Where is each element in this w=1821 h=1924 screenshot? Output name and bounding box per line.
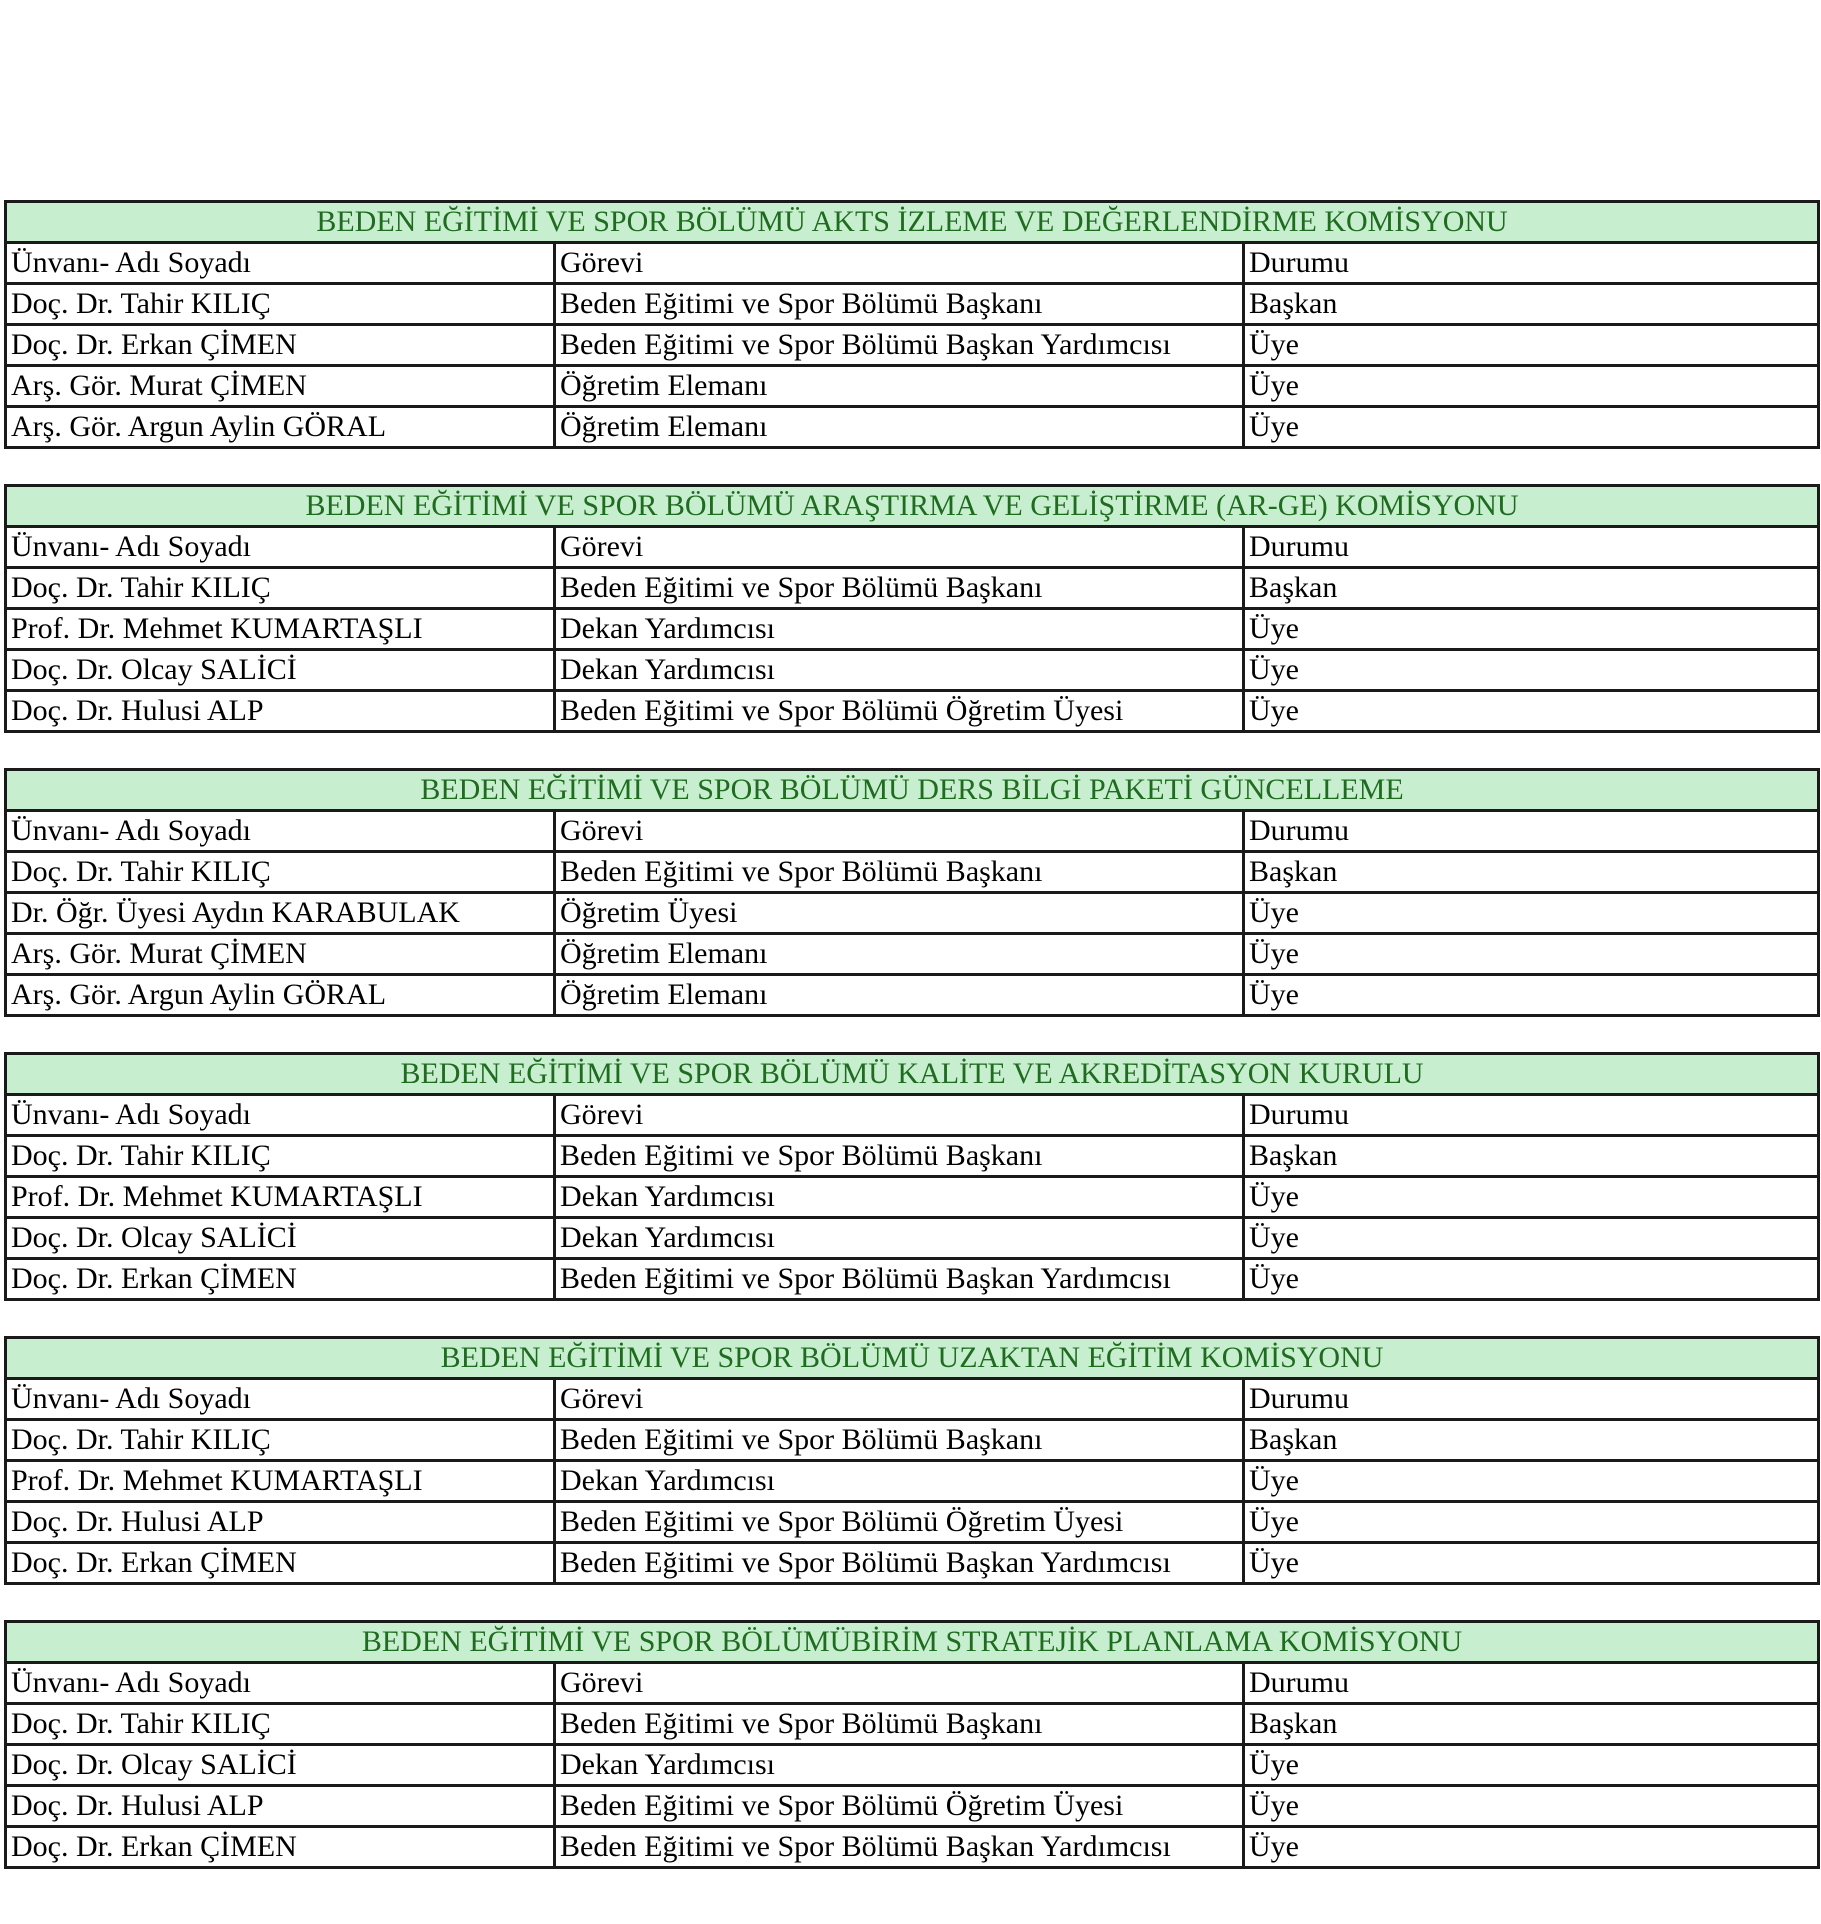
table-row [6, 1136, 1819, 1177]
committee-title-row [6, 486, 1819, 527]
member-name: Doç. Dr. Olcay SALİCİ [6, 650, 555, 691]
member-status: Üye [1244, 1543, 1819, 1584]
member-name: Prof. Dr. Mehmet KUMARTAŞLI [6, 609, 555, 650]
header-name: Ünvanı- Adı Soyadı [6, 1663, 555, 1704]
member-name: Doç. Dr. Tahir KILIÇ [6, 568, 555, 609]
table-row [6, 568, 1819, 609]
member-status: Üye [1244, 609, 1819, 650]
member-name: Prof. Dr. Mehmet KUMARTAŞLI [6, 1461, 555, 1502]
committee-table [4, 1620, 1820, 1869]
member-role: Beden Eğitimi ve Spor Bölümü Başkan Yardımcısı [555, 1827, 1244, 1868]
committee-title: BEDEN EĞİTİMİ VE SPOR BÖLÜMÜ DERS BİLGİ PAKETİ GÜNCELLEME [6, 770, 1819, 811]
member-status: Üye [1244, 1461, 1819, 1502]
member-role: Dekan Yardımcısı [555, 1177, 1244, 1218]
committee-title-row [6, 770, 1819, 811]
table-row [6, 407, 1819, 448]
member-role: Beden Eğitimi ve Spor Bölümü Öğretim Üyesi [555, 1502, 1244, 1543]
header-name: Ünvanı- Adı Soyadı [6, 1379, 555, 1420]
committee-title: BEDEN EĞİTİMİ VE SPOR BÖLÜMÜ UZAKTAN EĞİTİM KOMİSYONU [6, 1338, 1819, 1379]
member-status: Üye [1244, 1259, 1819, 1300]
member-role: Öğretim Elemanı [555, 407, 1244, 448]
table-row [6, 1461, 1819, 1502]
table-row [6, 1786, 1819, 1827]
member-status: Başkan [1244, 1420, 1819, 1461]
member-status: Başkan [1244, 852, 1819, 893]
member-name: Doç. Dr. Tahir KILIÇ [6, 1136, 555, 1177]
member-role: Beden Eğitimi ve Spor Bölümü Başkanı [555, 1704, 1244, 1745]
member-status: Başkan [1244, 284, 1819, 325]
member-status: Başkan [1244, 568, 1819, 609]
member-role: Dekan Yardımcısı [555, 1218, 1244, 1259]
header-status: Durumu [1244, 243, 1819, 284]
member-name: Doç. Dr. Tahir KILIÇ [6, 284, 555, 325]
member-name: Doç. Dr. Tahir KILIÇ [6, 1420, 555, 1461]
table-row [6, 1704, 1819, 1745]
member-status: Üye [1244, 1218, 1819, 1259]
committee-table [4, 484, 1820, 733]
member-role: Beden Eğitimi ve Spor Bölümü Başkanı [555, 1420, 1244, 1461]
member-role: Beden Eğitimi ve Spor Bölümü Başkanı [555, 1136, 1244, 1177]
member-role: Öğretim Elemanı [555, 975, 1244, 1016]
table-row [6, 934, 1819, 975]
member-name: Doç. Dr. Erkan ÇİMEN [6, 1259, 555, 1300]
member-role: Beden Eğitimi ve Spor Bölümü Başkanı [555, 284, 1244, 325]
member-role: Beden Eğitimi ve Spor Bölümü Başkan Yardımcısı [555, 1259, 1244, 1300]
header-row [6, 811, 1819, 852]
member-status: Üye [1244, 1502, 1819, 1543]
header-role: Görevi [555, 1663, 1244, 1704]
header-status: Durumu [1244, 1663, 1819, 1704]
member-name: Doç. Dr. Olcay SALİCİ [6, 1745, 555, 1786]
member-role: Öğretim Elemanı [555, 934, 1244, 975]
committee-title: BEDEN EĞİTİMİ VE SPOR BÖLÜMÜ ARAŞTIRMA VE GELİŞTİRME (AR-GE) KOMİSYONU [6, 486, 1819, 527]
member-role: Beden Eğitimi ve Spor Bölümü Başkan Yardımcısı [555, 1543, 1244, 1584]
member-name: Doç. Dr. Erkan ÇİMEN [6, 1827, 555, 1868]
table-row [6, 691, 1819, 732]
header-name: Ünvanı- Adı Soyadı [6, 1095, 555, 1136]
member-name: Doç. Dr. Erkan ÇİMEN [6, 325, 555, 366]
member-name: Doç. Dr. Tahir KILIÇ [6, 1704, 555, 1745]
member-role: Beden Eğitimi ve Spor Bölümü Başkanı [555, 568, 1244, 609]
member-role: Dekan Yardımcısı [555, 650, 1244, 691]
member-status: Üye [1244, 691, 1819, 732]
member-status: Üye [1244, 650, 1819, 691]
table-row [6, 284, 1819, 325]
table-row [6, 852, 1819, 893]
header-row [6, 1663, 1819, 1704]
member-role: Beden Eğitimi ve Spor Bölümü Başkanı [555, 852, 1244, 893]
table-row [6, 1218, 1819, 1259]
member-status: Üye [1244, 975, 1819, 1016]
member-status: Üye [1244, 1827, 1819, 1868]
table-row [6, 1543, 1819, 1584]
committee-title-row [6, 202, 1819, 243]
member-role: Dekan Yardımcısı [555, 609, 1244, 650]
member-role: Beden Eğitimi ve Spor Bölümü Öğretim Üyesi [555, 691, 1244, 732]
committee-table [4, 200, 1820, 449]
table-row [6, 1827, 1819, 1868]
committee-title-row [6, 1622, 1819, 1663]
header-name: Ünvanı- Adı Soyadı [6, 811, 555, 852]
member-role: Dekan Yardımcısı [555, 1461, 1244, 1502]
table-row [6, 975, 1819, 1016]
member-status: Üye [1244, 893, 1819, 934]
committee-title: BEDEN EĞİTİMİ VE SPOR BÖLÜMÜBİRİM STRATEJİK PLANLAMA KOMİSYONU [6, 1622, 1819, 1663]
table-row [6, 1177, 1819, 1218]
member-status: Üye [1244, 1177, 1819, 1218]
member-name: Doç. Dr. Tahir KILIÇ [6, 852, 555, 893]
member-role: Beden Eğitimi ve Spor Bölümü Öğretim Üyesi [555, 1786, 1244, 1827]
member-name: Arş. Gör. Argun Aylin GÖRAL [6, 975, 555, 1016]
member-name: Arş. Gör. Murat ÇİMEN [6, 934, 555, 975]
table-row [6, 893, 1819, 934]
header-row [6, 1095, 1819, 1136]
header-name: Ünvanı- Adı Soyadı [6, 243, 555, 284]
member-name: Doç. Dr. Hulusi ALP [6, 691, 555, 732]
member-name: Doç. Dr. Erkan ÇİMEN [6, 1543, 555, 1584]
member-name: Prof. Dr. Mehmet KUMARTAŞLI [6, 1177, 555, 1218]
table-row [6, 1420, 1819, 1461]
member-status: Başkan [1244, 1704, 1819, 1745]
member-status: Üye [1244, 934, 1819, 975]
table-row [6, 325, 1819, 366]
header-role: Görevi [555, 1095, 1244, 1136]
table-row [6, 1745, 1819, 1786]
member-role: Dekan Yardımcısı [555, 1745, 1244, 1786]
header-role: Görevi [555, 811, 1244, 852]
table-row [6, 1259, 1819, 1300]
header-role: Görevi [555, 1379, 1244, 1420]
member-status: Üye [1244, 366, 1819, 407]
committee-table [4, 1052, 1820, 1301]
member-name: Doç. Dr. Hulusi ALP [6, 1786, 555, 1827]
committee-table [4, 768, 1820, 1017]
header-status: Durumu [1244, 527, 1819, 568]
member-status: Başkan [1244, 1136, 1819, 1177]
table-row [6, 366, 1819, 407]
header-status: Durumu [1244, 1095, 1819, 1136]
header-name: Ünvanı- Adı Soyadı [6, 527, 555, 568]
member-role: Beden Eğitimi ve Spor Bölümü Başkan Yardımcısı [555, 325, 1244, 366]
member-name: Dr. Öğr. Üyesi Aydın KARABULAK [6, 893, 555, 934]
member-name: Doç. Dr. Hulusi ALP [6, 1502, 555, 1543]
header-status: Durumu [1244, 811, 1819, 852]
committee-table [4, 1336, 1820, 1585]
header-row [6, 1379, 1819, 1420]
committee-title: BEDEN EĞİTİMİ VE SPOR BÖLÜMÜ KALİTE VE AKREDİTASYON KURULU [6, 1054, 1819, 1095]
committee-title: BEDEN EĞİTİMİ VE SPOR BÖLÜMÜ AKTS İZLEME VE DEĞERLENDİRME KOMİSYONU [6, 202, 1819, 243]
table-row [6, 650, 1819, 691]
member-status: Üye [1244, 325, 1819, 366]
member-role: Öğretim Üyesi [555, 893, 1244, 934]
table-row [6, 1502, 1819, 1543]
member-role: Öğretim Elemanı [555, 366, 1244, 407]
table-row [6, 609, 1819, 650]
committee-title-row [6, 1054, 1819, 1095]
header-row [6, 243, 1819, 284]
header-role: Görevi [555, 527, 1244, 568]
committee-title-row [6, 1338, 1819, 1379]
member-name: Arş. Gör. Murat ÇİMEN [6, 366, 555, 407]
member-status: Üye [1244, 407, 1819, 448]
header-row [6, 527, 1819, 568]
header-role: Görevi [555, 243, 1244, 284]
member-status: Üye [1244, 1745, 1819, 1786]
header-status: Durumu [1244, 1379, 1819, 1420]
member-name: Doç. Dr. Olcay SALİCİ [6, 1218, 555, 1259]
member-name: Arş. Gör. Argun Aylin GÖRAL [6, 407, 555, 448]
member-status: Üye [1244, 1786, 1819, 1827]
